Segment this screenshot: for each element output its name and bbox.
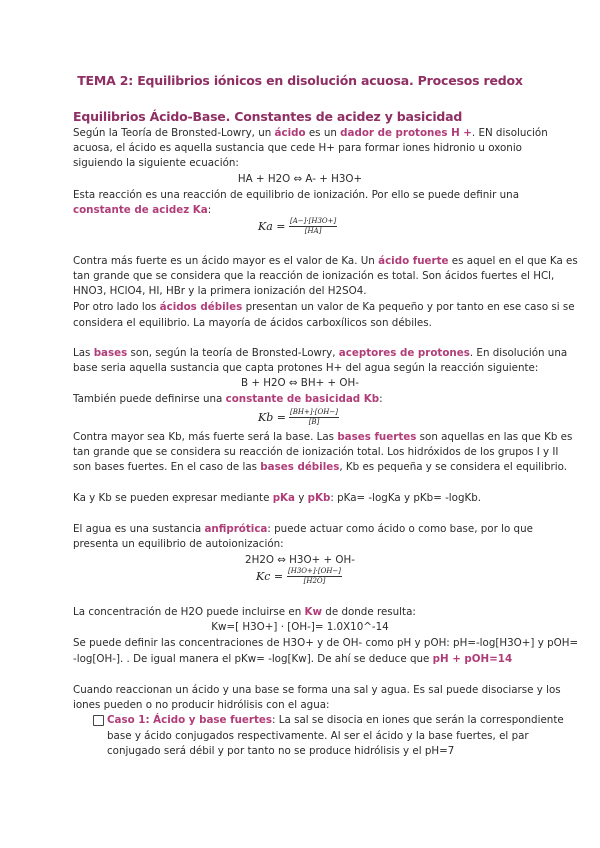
p2-line2: tan grande que se considera que la reacción de ionización es total. Son ácidos fuertes el HCl, xyxy=(73,270,555,282)
kc-fraction xyxy=(287,567,342,586)
case1-label: Caso 1: Ácido y base fuertes xyxy=(107,714,273,726)
p2-line5: considera el equilibrio. La mayoría de ácidos carboxílicos son débiles. xyxy=(73,317,432,329)
p2-line1: Contra más fuerte es un ácido mayor es el valor de Ka. Un ácido fuerte es aquel en el que Ka es xyxy=(73,255,578,267)
ka-denominator: [HA] xyxy=(304,227,322,235)
p1-line1: Según la Teoría de Bronsted-Lowry, un ácido es un dador de protones H +. EN disolución xyxy=(73,127,548,139)
case1-line1: Caso 1: Ácido y base fuertes: La sal se disocia en iones que serán la correspondiente xyxy=(107,714,564,726)
kw-equation: Kw=[ H3O+] · [OH-]= 1.0X10^-14 xyxy=(211,621,389,633)
p1-line2: acuosa, el ácido es aquella sustancia que cede H+ para formar iones hidronio u oxonio xyxy=(73,142,522,154)
case1-line3: conjugado será débil y por tanto no se produce hidrólisis y el pH=7 xyxy=(107,745,455,757)
kc-formula-lhs: Kc = xyxy=(256,570,284,583)
p5-line1: Ka y Kb se pueden expresar mediante pKa y pKb: pKa= -logKa y pKb= -logKb. xyxy=(73,492,482,504)
p1-line5: constante de acidez Ka: xyxy=(73,204,212,216)
p2-line4: Por otro lado los ácidos débiles presentan un valor de Ka pequeño y por tanto en ese caso si se xyxy=(73,301,575,313)
p4-line3: son bases fuertes. En el caso de las bases débiles, Kb es pequeña y se considera el equilibrio. xyxy=(73,461,568,473)
p1-line3: siguiendo la siguiente ecuación: xyxy=(73,157,239,169)
document-title: TEMA 2: Equilibrios iónicos en disolución acuosa. Procesos redox xyxy=(77,73,523,88)
p3-line1: Las bases son, según la teoría de Bronsted-Lowry, aceptores de protones. En disolución una xyxy=(73,347,568,359)
p4-line1: Contra mayor sea Kb, más fuerte será la base. Las bases fuertes son aquellas en las que Kb es xyxy=(73,431,573,443)
kb-denominator: [B] xyxy=(308,418,320,426)
kb-fraction xyxy=(289,408,339,427)
ka-fraction xyxy=(289,217,337,236)
p8-line1: Cuando reaccionan un ácido y una base se forma una sal y agua. Es sal puede disociarse y los xyxy=(73,684,561,696)
p3-line3: También puede definirse una constante de basicidad Kb: xyxy=(73,393,383,405)
case1-checkbox[interactable] xyxy=(93,715,104,726)
kb-formula-lhs: Kb = xyxy=(258,411,286,424)
p6-line2: presenta un equilibrio de autoionización: xyxy=(73,538,284,550)
water-autoionization-equation: 2H2O ⇔ H3O+ + OH- xyxy=(245,554,355,566)
p2-line3: HNO3, HClO4, HI, HBr y la primera ionización del H2SO4. xyxy=(73,285,367,297)
p7-line3: -log[OH-]. . De igual manera el pKw= -log[Kw]. De ahí se deduce que pH + pOH=14 xyxy=(73,653,513,665)
kc-denominator: [H2O] xyxy=(303,577,326,585)
p8-line2: iones pueden o no producir hidrólisis con el agua: xyxy=(73,699,330,711)
p7-line2: Se puede definir las concentraciones de H3O+ y de OH- como pH y pOH: pH=-log[H3O+] y pOH= xyxy=(73,637,579,649)
p7-line1: La concentración de H2O puede incluirse en Kw de donde resulta: xyxy=(73,606,416,618)
acid-ionization-equation: HA + H2O ⇔ A- + H3O+ xyxy=(237,173,363,185)
case1-line2: base y ácido conjugados respectivamente. Al ser el ácido y la base fuertes, el par xyxy=(107,730,529,742)
p6-line1: El agua es una sustancia anfiprótica: puede actuar como ácido o como base, por lo que xyxy=(73,523,533,535)
ka-formula-lhs: Ka = xyxy=(258,220,286,233)
kb-numerator: [BH+]·[OH−] xyxy=(290,408,338,416)
base-ionization-equation: B + H2O ⇔ BH+ + OH- xyxy=(241,377,359,389)
section-title: Equilibrios Ácido-Base. Constantes de acidez y basicidad xyxy=(73,109,463,124)
kc-numerator: [H3O+]·[OH−] xyxy=(288,567,342,575)
p4-line2: tan grande que se considera su reacción de ionización total. Los hidróxidos de los grupos I y II xyxy=(73,446,559,458)
p3-line2: base seria aquella sustancia que capta protones H+ del agua según la reacción siguiente: xyxy=(73,362,539,374)
p1-line4: Esta reacción es una reacción de equilibrio de ionización. Por ello se puede definir una xyxy=(73,189,519,201)
ka-numerator: [A−]·[H3O+] xyxy=(290,217,337,225)
